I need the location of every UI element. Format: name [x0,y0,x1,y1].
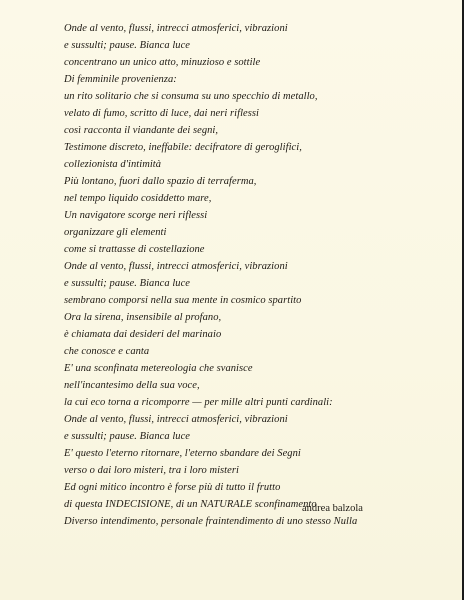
poem-line: Di femminile provenienza: [64,74,177,85]
poem-line: Un navigatore scorge neri riflessi [64,210,208,221]
poem-line: E' questo l'eterno ritornare, l'eterno sbandare dei Segni [64,448,301,459]
poem-line: Diverso intendimento, personale fraintendimento di uno stesso Nulla [64,516,358,527]
poem-line: collezionista d'intimità [64,159,162,170]
poem-line: di questa INDECISIONE, di un NATURALE sconfinamento [64,499,317,510]
poem-text [64,20,460,530]
poem-line: Onde al vento, flussi, intrecci atmosferici, vibrazioni [64,261,288,272]
poem-line: e sussulti; pause. Bianca luce [64,278,191,289]
poem-line: come si trattasse di costellazione [64,244,205,255]
author-signature: andrea balzola [302,503,363,514]
poem-line: la cui eco torna a ricomporre — per mille altri punti cardinali: [64,397,333,408]
poem-line: nell'incantesimo della sua voce, [64,380,200,391]
poem-line: E' una sconfinata metereologia che svanisce [64,363,253,374]
poem-line: sembrano comporsi nella sua mente in cosmico spartito [64,295,302,306]
poem-line: così racconta il viandante dei segni, [64,125,219,136]
poem-line: Testimone discreto, ineffabile: decifratore di geroglifici, [64,142,302,153]
poem-line: un rito solitario che si consuma su uno specchio di metallo, [64,91,318,102]
poem-line: Onde al vento, flussi, intrecci atmosferici, vibrazioni [64,414,288,425]
poem-line: Ora la sirena, insensibile al profano, [64,312,222,323]
poem-line: Onde al vento, flussi, intrecci atmosferici, vibrazioni [64,23,288,34]
poem-line: che conosce e canta [64,346,150,357]
poem-line: verso o dai loro misteri, tra i loro misteri [64,465,239,476]
poem-line: e sussulti; pause. Bianca luce [64,431,191,442]
poem-line: nel tempo liquido cosiddetto mare, [64,193,212,204]
poem-line: Ed ogni mitico incontro è forse più di tutto il frutto [64,482,281,493]
poem-line: è chiamata dai desideri del marinaio [64,329,222,340]
poem-line: e sussulti; pause. Bianca luce [64,40,191,51]
poem-line: concentrano un unico atto, minuzioso e sottile [64,57,261,68]
poem-line: velato di fumo, scritto di luce, dai neri riflessi [64,108,259,119]
poem-line: organizzare gli elementi [64,227,167,238]
poem-line: Più lontano, fuori dallo spazio di terraferma, [64,176,257,187]
